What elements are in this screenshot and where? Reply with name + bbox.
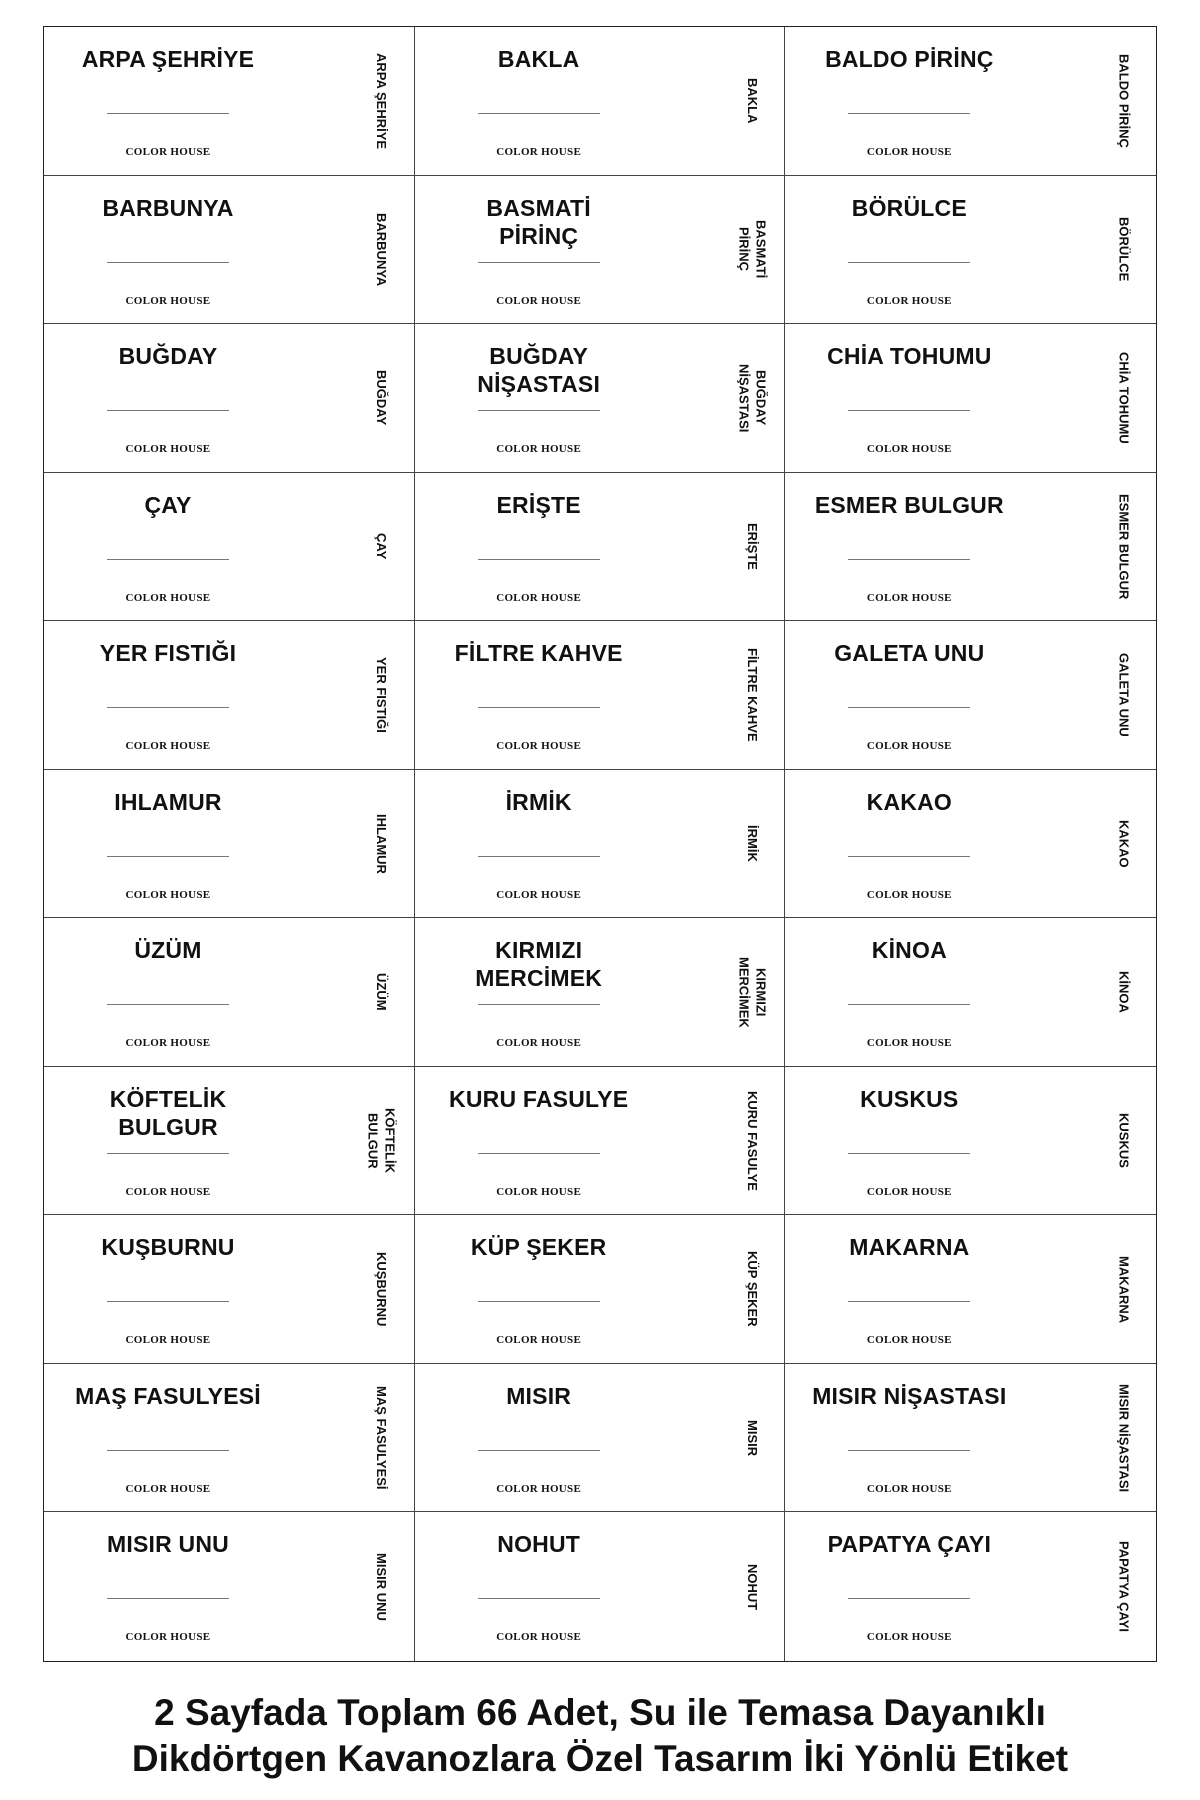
side-label (1098, 627, 1150, 763)
label-card (44, 770, 415, 919)
label-title: MAKARNA (849, 1234, 970, 1261)
brand-text: COLOR HOUSE (125, 1482, 211, 1495)
side-label (1098, 1221, 1150, 1357)
side-label-text: KIRMIZI MERCİMEK (736, 956, 769, 1028)
label-card (44, 1512, 415, 1661)
side-label-text: YER FISTIĞI (374, 657, 390, 733)
label-card (44, 324, 415, 473)
label-card (44, 1067, 415, 1216)
label-divider (848, 1450, 970, 1451)
label-title: ARPA ŞEHRİYE (81, 46, 255, 72)
label-title: ÜZÜM (134, 937, 202, 964)
label-divider (848, 1004, 970, 1005)
side-label (726, 1221, 778, 1357)
label-card (415, 1364, 786, 1513)
side-label (726, 1518, 778, 1655)
label-divider (107, 1450, 229, 1451)
label-card (44, 1364, 415, 1513)
side-label (356, 330, 408, 466)
side-label-text: KİNOA (1116, 971, 1132, 1013)
side-label-text: ARPA ŞEHRİYE (374, 52, 390, 149)
side-label (356, 627, 408, 763)
label-title: BÖRÜLCE (851, 194, 967, 221)
label-divider (478, 856, 600, 857)
label-divider (107, 1153, 229, 1154)
label-divider (848, 262, 970, 263)
side-label-text: İRMİK (744, 825, 760, 862)
brand-text: COLOR HOUSE (125, 591, 211, 604)
side-label (726, 627, 778, 763)
side-label (726, 1370, 778, 1506)
side-label-text: PAPATYA ÇAYI (1116, 1541, 1132, 1633)
side-label-text: MISIR (744, 1419, 760, 1456)
brand-text: COLOR HOUSE (866, 1037, 952, 1050)
side-label-text: BUĞDAY (374, 370, 390, 426)
side-label-text: MAKARNA (1116, 1255, 1132, 1323)
label-card (415, 1067, 786, 1216)
brand-text: COLOR HOUSE (496, 1185, 582, 1198)
side-label-text: BUĞDAY NİŞASTASI (736, 363, 769, 433)
label-divider (848, 707, 970, 708)
side-label (726, 33, 778, 169)
side-label-text: NOHUT (744, 1563, 760, 1610)
side-label (356, 479, 408, 615)
label-title: BALDO PİRİNÇ (825, 46, 994, 72)
label-title: İRMİK (505, 788, 572, 815)
brand-text: COLOR HOUSE (496, 1631, 582, 1644)
label-divider (848, 410, 970, 411)
side-label-text: ÜZÜM (374, 973, 390, 1011)
brand-text: COLOR HOUSE (125, 1334, 211, 1347)
side-label (726, 1073, 778, 1209)
label-card (415, 473, 786, 622)
label-title: KUŞBURNU (101, 1234, 235, 1261)
label-card (415, 1215, 786, 1364)
label-card (415, 27, 786, 176)
label-title: KİNOA (871, 937, 947, 964)
brand-text: COLOR HOUSE (496, 443, 582, 456)
side-label (1098, 33, 1150, 169)
label-title: MISIR NİŞASTASI (812, 1382, 1007, 1409)
side-label-text: KÜP ŞEKER (744, 1251, 760, 1327)
side-label (356, 776, 408, 912)
label-card (415, 324, 786, 473)
brand-text: COLOR HOUSE (866, 740, 952, 753)
side-label-text: KURU FASULYE (744, 1090, 760, 1191)
side-label (356, 1370, 408, 1506)
label-card (785, 1364, 1156, 1513)
side-label-text: BALDO PİRİNÇ (1116, 53, 1132, 148)
label-title: MISIR UNU (107, 1531, 229, 1558)
side-label-text: KUŞBURNU (374, 1251, 390, 1327)
label-card (785, 27, 1156, 176)
brand-text: COLOR HOUSE (125, 1037, 211, 1050)
side-label-text: BÖRÜLCE (1116, 217, 1132, 282)
label-title: BARBUNYA (102, 194, 234, 221)
side-label-text: KAKAO (1116, 819, 1132, 868)
side-label-text: IHLAMUR (374, 813, 390, 874)
label-title: FİLTRE KAHVE (454, 640, 623, 667)
label-divider (478, 1301, 600, 1302)
label-card (785, 1067, 1156, 1216)
label-card (415, 176, 786, 325)
label-divider (478, 113, 600, 114)
label-divider (848, 856, 970, 857)
label-title: KUSKUS (860, 1085, 959, 1112)
side-label (726, 924, 778, 1060)
brand-text: COLOR HOUSE (496, 591, 582, 604)
brand-text: COLOR HOUSE (866, 443, 952, 456)
side-label (356, 924, 408, 1060)
label-sheet (43, 26, 1157, 1662)
label-divider (107, 707, 229, 708)
label-title: PAPATYA ÇAYI (827, 1531, 992, 1558)
side-label (1098, 776, 1150, 912)
label-title: KURU FASULYE (449, 1085, 629, 1112)
label-divider (848, 559, 970, 560)
brand-text: COLOR HOUSE (866, 1631, 952, 1644)
brand-text: COLOR HOUSE (496, 1334, 582, 1347)
label-divider (107, 410, 229, 411)
label-card (785, 621, 1156, 770)
label-title: KÖFTELİK BULGUR (109, 1085, 227, 1140)
label-card (785, 473, 1156, 622)
side-label (356, 33, 408, 169)
label-divider (478, 1004, 600, 1005)
label-title: CHİA TOHUMU (827, 343, 992, 370)
brand-text: COLOR HOUSE (866, 591, 952, 604)
label-divider (107, 1301, 229, 1302)
brand-text: COLOR HOUSE (496, 740, 582, 753)
brand-text: COLOR HOUSE (125, 146, 211, 158)
side-label-text: CHİA TOHUMU (1116, 351, 1132, 444)
side-label (1098, 182, 1150, 318)
brand-text: COLOR HOUSE (496, 1482, 582, 1495)
side-label-text: MISIR UNU (374, 1552, 390, 1621)
label-divider (478, 707, 600, 708)
brand-text: COLOR HOUSE (125, 1185, 211, 1198)
label-title: ESMER BULGUR (814, 491, 1004, 518)
brand-text: COLOR HOUSE (866, 888, 952, 901)
brand-text: COLOR HOUSE (866, 1482, 952, 1495)
label-card (415, 1512, 786, 1661)
label-card (415, 770, 786, 919)
label-divider (107, 559, 229, 560)
brand-text: COLOR HOUSE (496, 146, 582, 158)
label-card (44, 473, 415, 622)
label-title: BUĞDAY (118, 343, 218, 370)
label-card (44, 27, 415, 176)
caption-line-1: 2 Sayfada Toplam 66 Adet, Su ile Temasa Dayanıklı (154, 1692, 1046, 1733)
brand-text: COLOR HOUSE (496, 1037, 582, 1050)
side-label (726, 330, 778, 466)
side-label-text: GALETA UNU (1116, 653, 1132, 737)
side-label (1098, 1370, 1150, 1506)
label-title: IHLAMUR (114, 788, 222, 815)
side-label (1098, 1073, 1150, 1209)
label-card (44, 176, 415, 325)
brand-text: COLOR HOUSE (866, 1185, 952, 1198)
side-label-text: BARBUNYA (374, 212, 390, 286)
label-divider (848, 1598, 970, 1599)
product-caption (0, 1690, 1200, 1782)
brand-text: COLOR HOUSE (866, 146, 952, 158)
brand-text: COLOR HOUSE (496, 888, 582, 901)
side-label (1098, 924, 1150, 1060)
label-card (785, 176, 1156, 325)
brand-text: COLOR HOUSE (125, 1631, 211, 1644)
label-title: KAKAO (866, 788, 952, 815)
label-divider (478, 1450, 600, 1451)
side-label (726, 479, 778, 615)
label-title: YER FISTIĞI (99, 640, 237, 667)
label-card (785, 1215, 1156, 1364)
label-title: NOHUT (497, 1531, 581, 1558)
label-divider (107, 1004, 229, 1005)
label-title: KIRMIZI MERCİMEK (475, 937, 603, 992)
label-card (785, 770, 1156, 919)
label-divider (848, 1301, 970, 1302)
brand-text: COLOR HOUSE (125, 443, 211, 456)
side-label (356, 1073, 408, 1209)
label-title: BASMATİ PİRİNÇ (486, 194, 591, 249)
label-card (44, 918, 415, 1067)
side-label-text: ERİŞTE (744, 522, 760, 570)
label-divider (478, 1598, 600, 1599)
label-card (415, 621, 786, 770)
label-divider (478, 1153, 600, 1154)
label-divider (848, 1153, 970, 1154)
side-label (726, 776, 778, 912)
side-label (726, 182, 778, 318)
brand-text: COLOR HOUSE (866, 1334, 952, 1347)
side-label-text: KÖFTELİK BULGUR (365, 1108, 398, 1174)
label-title: ÇAY (144, 491, 192, 518)
label-divider (107, 856, 229, 857)
brand-text: COLOR HOUSE (125, 888, 211, 901)
side-label (356, 182, 408, 318)
label-card (44, 621, 415, 770)
label-title: ERİŞTE (496, 491, 581, 518)
caption-line-2: Dikdörtgen Kavanozlara Özel Tasarım İki Yönlü Etiket (131, 1738, 1069, 1779)
side-label-text: KUSKUS (1116, 1113, 1132, 1169)
side-label-text: ÇAY (374, 533, 390, 560)
label-title: MAŞ FASULYESİ (75, 1382, 261, 1409)
label-card (785, 324, 1156, 473)
label-card (785, 1512, 1156, 1661)
label-card (415, 918, 786, 1067)
brand-text: COLOR HOUSE (125, 294, 211, 307)
side-label (356, 1221, 408, 1357)
label-title: BAKLA (497, 46, 580, 72)
brand-text: COLOR HOUSE (125, 740, 211, 753)
brand-text: COLOR HOUSE (866, 294, 952, 307)
side-label (1098, 479, 1150, 615)
label-divider (848, 113, 970, 114)
side-label-text: MISIR NİŞASTASI (1116, 1383, 1132, 1492)
side-label-text: BAKLA (744, 78, 760, 124)
side-label (1098, 330, 1150, 466)
label-title: BUĞDAY NİŞASTASI (477, 343, 601, 398)
label-divider (478, 410, 600, 411)
side-label-text: MAŞ FASULYESİ (374, 1385, 390, 1490)
side-label-text: BASMATİ PİRİNÇ (736, 220, 769, 279)
side-label-text: ESMER BULGUR (1116, 493, 1132, 600)
label-card (44, 1215, 415, 1364)
side-label (1098, 1518, 1150, 1655)
brand-text: COLOR HOUSE (496, 294, 582, 307)
label-divider (478, 262, 600, 263)
label-divider (107, 262, 229, 263)
label-divider (107, 113, 229, 114)
label-card (785, 918, 1156, 1067)
label-divider (478, 559, 600, 560)
label-title: GALETA UNU (834, 640, 985, 667)
label-title: MISIR (506, 1382, 572, 1409)
side-label (356, 1518, 408, 1655)
label-divider (107, 1598, 229, 1599)
side-label-text: FİLTRE KAHVE (744, 648, 760, 742)
label-title: KÜP ŞEKER (470, 1234, 607, 1261)
